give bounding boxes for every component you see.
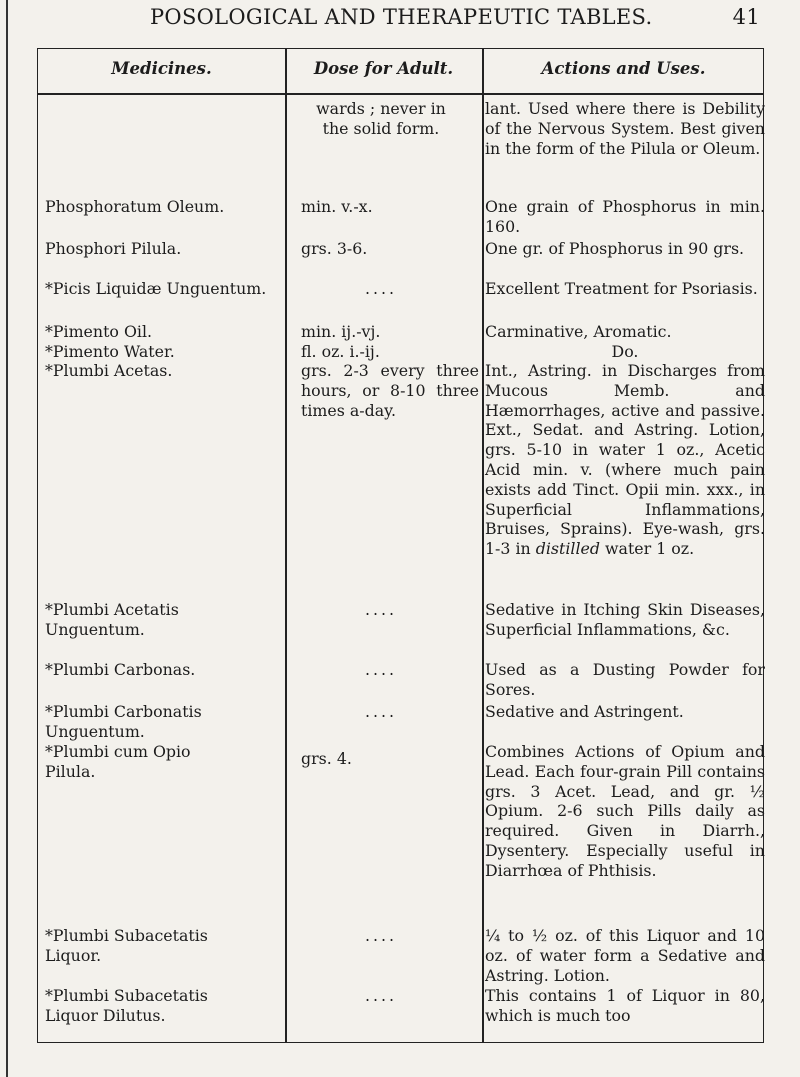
medicine-cell: *Pimento Water.: [45, 342, 175, 361]
medicine-cell: *Plumbi Acetas.: [45, 361, 173, 380]
action-cell: One gr. of Phosphorus in 90 grs.: [485, 239, 745, 258]
medicine-cell: *Plumbi Carbonas.: [45, 660, 196, 679]
page-title: POSOLOGICAL AND THERAPEUTIC TABLES.: [150, 5, 653, 29]
medicine-cell: *Pimento Oil.: [45, 322, 153, 341]
page-edge-line: [6, 0, 8, 1077]
dose-cell: ....: [364, 660, 398, 679]
action-cell: Sedative in Itching Skin Diseases, Superficial Inflammations, &c.: [485, 600, 765, 639]
action-cell: Sedative and Astringent.: [485, 702, 684, 721]
dose-cell: grs. 4.: [301, 749, 352, 768]
action-cell: [485, 361, 765, 559]
action-cell: ¼ to ½ oz. of this Liquor and 10 oz. of water form a Sedative and Astring. Lotion.: [485, 926, 765, 985]
action-cell: Excellent Treatment for Psoriasis.: [485, 279, 758, 298]
action-cell: This contains 1 of Liquor in 80, which is much too: [485, 986, 765, 1025]
medicine-cell: *Plumbi cum Opio Pilula.: [45, 742, 191, 781]
dose-cell: wards ; never in the solid form.: [316, 99, 446, 138]
dose-cell: ....: [364, 279, 398, 298]
medicine-cell: *Plumbi Carbonatis Unguentum.: [45, 702, 202, 741]
medicine-cell: *Plumbi Acetatis Unguentum.: [45, 600, 179, 639]
page-number: 41: [732, 5, 760, 29]
column-header-actions: Actions and Uses.: [541, 59, 706, 78]
action-cell: One grain of Phosphorus in min. 160.: [485, 197, 765, 236]
action-cell: Combines Actions of Opium and Lead. Each four-grain Pill contains grs. 3 Acet. Lead, and gr. ½ Opium. 2-6 such Pills daily as required. Given in Diarrh., Dysentery. Especially useful in Diarrhœa of Phthisis.: [485, 742, 765, 880]
dose-cell: ....: [364, 926, 398, 945]
medicine-cell: *Plumbi Subacetatis Liquor Dilutus.: [45, 986, 208, 1025]
action-cell: Used as a Dusting Powder for Sores.: [485, 660, 765, 699]
dose-cell: min. v.-x.: [301, 197, 373, 216]
medicine-cell: Phosphoratum Oleum.: [45, 197, 225, 216]
action-cell: lant. Used where there is Debility of the Nervous System. Best given in the form of the Pilula or Oleum.: [485, 99, 765, 158]
header-divider: [38, 93, 763, 95]
dose-cell: ....: [364, 702, 398, 721]
action-italic-text: distilled: [535, 539, 600, 559]
dose-cell: ....: [364, 600, 398, 619]
action-text: Int., Astring. in Discharges from Mucous Memb. and Hæmorrhages, active and passive. Ext., Sedat. and Astring. Lotion, grs. 5-10 in water 1 oz., Acetic Acid min. v. (where much pain exists add Tinct. Opii min. xxx., in Superficial Inflammations, Bruises, Sprains). Eye-wash, grs. 1-3 in: [485, 361, 765, 559]
dose-cell: min. ij.-vj.: [301, 322, 381, 341]
medicine-cell: *Plumbi Subacetatis Liquor.: [45, 926, 208, 965]
dose-cell: fl. oz. i.-ij.: [301, 342, 380, 361]
dose-cell: grs. 3-6.: [301, 239, 368, 258]
column-header-medicines: Medicines.: [111, 59, 212, 78]
medicine-cell: *Picis Liquidæ Unguentum.: [45, 279, 267, 298]
therapeutic-table: [37, 48, 764, 1043]
action-cell: Carminative, Aromatic.: [485, 322, 672, 341]
medicine-cell: Phosphori Pilula.: [45, 239, 182, 258]
dose-cell: ....: [364, 986, 398, 1005]
column-header-dose: Dose for Adult.: [313, 59, 454, 78]
dose-cell: grs. 2-3 every three hours, or 8-10 three times a-day.: [301, 361, 479, 420]
action-text: water 1 oz.: [605, 539, 695, 559]
action-cell: Do.: [611, 342, 639, 361]
page-header: [150, 5, 760, 29]
